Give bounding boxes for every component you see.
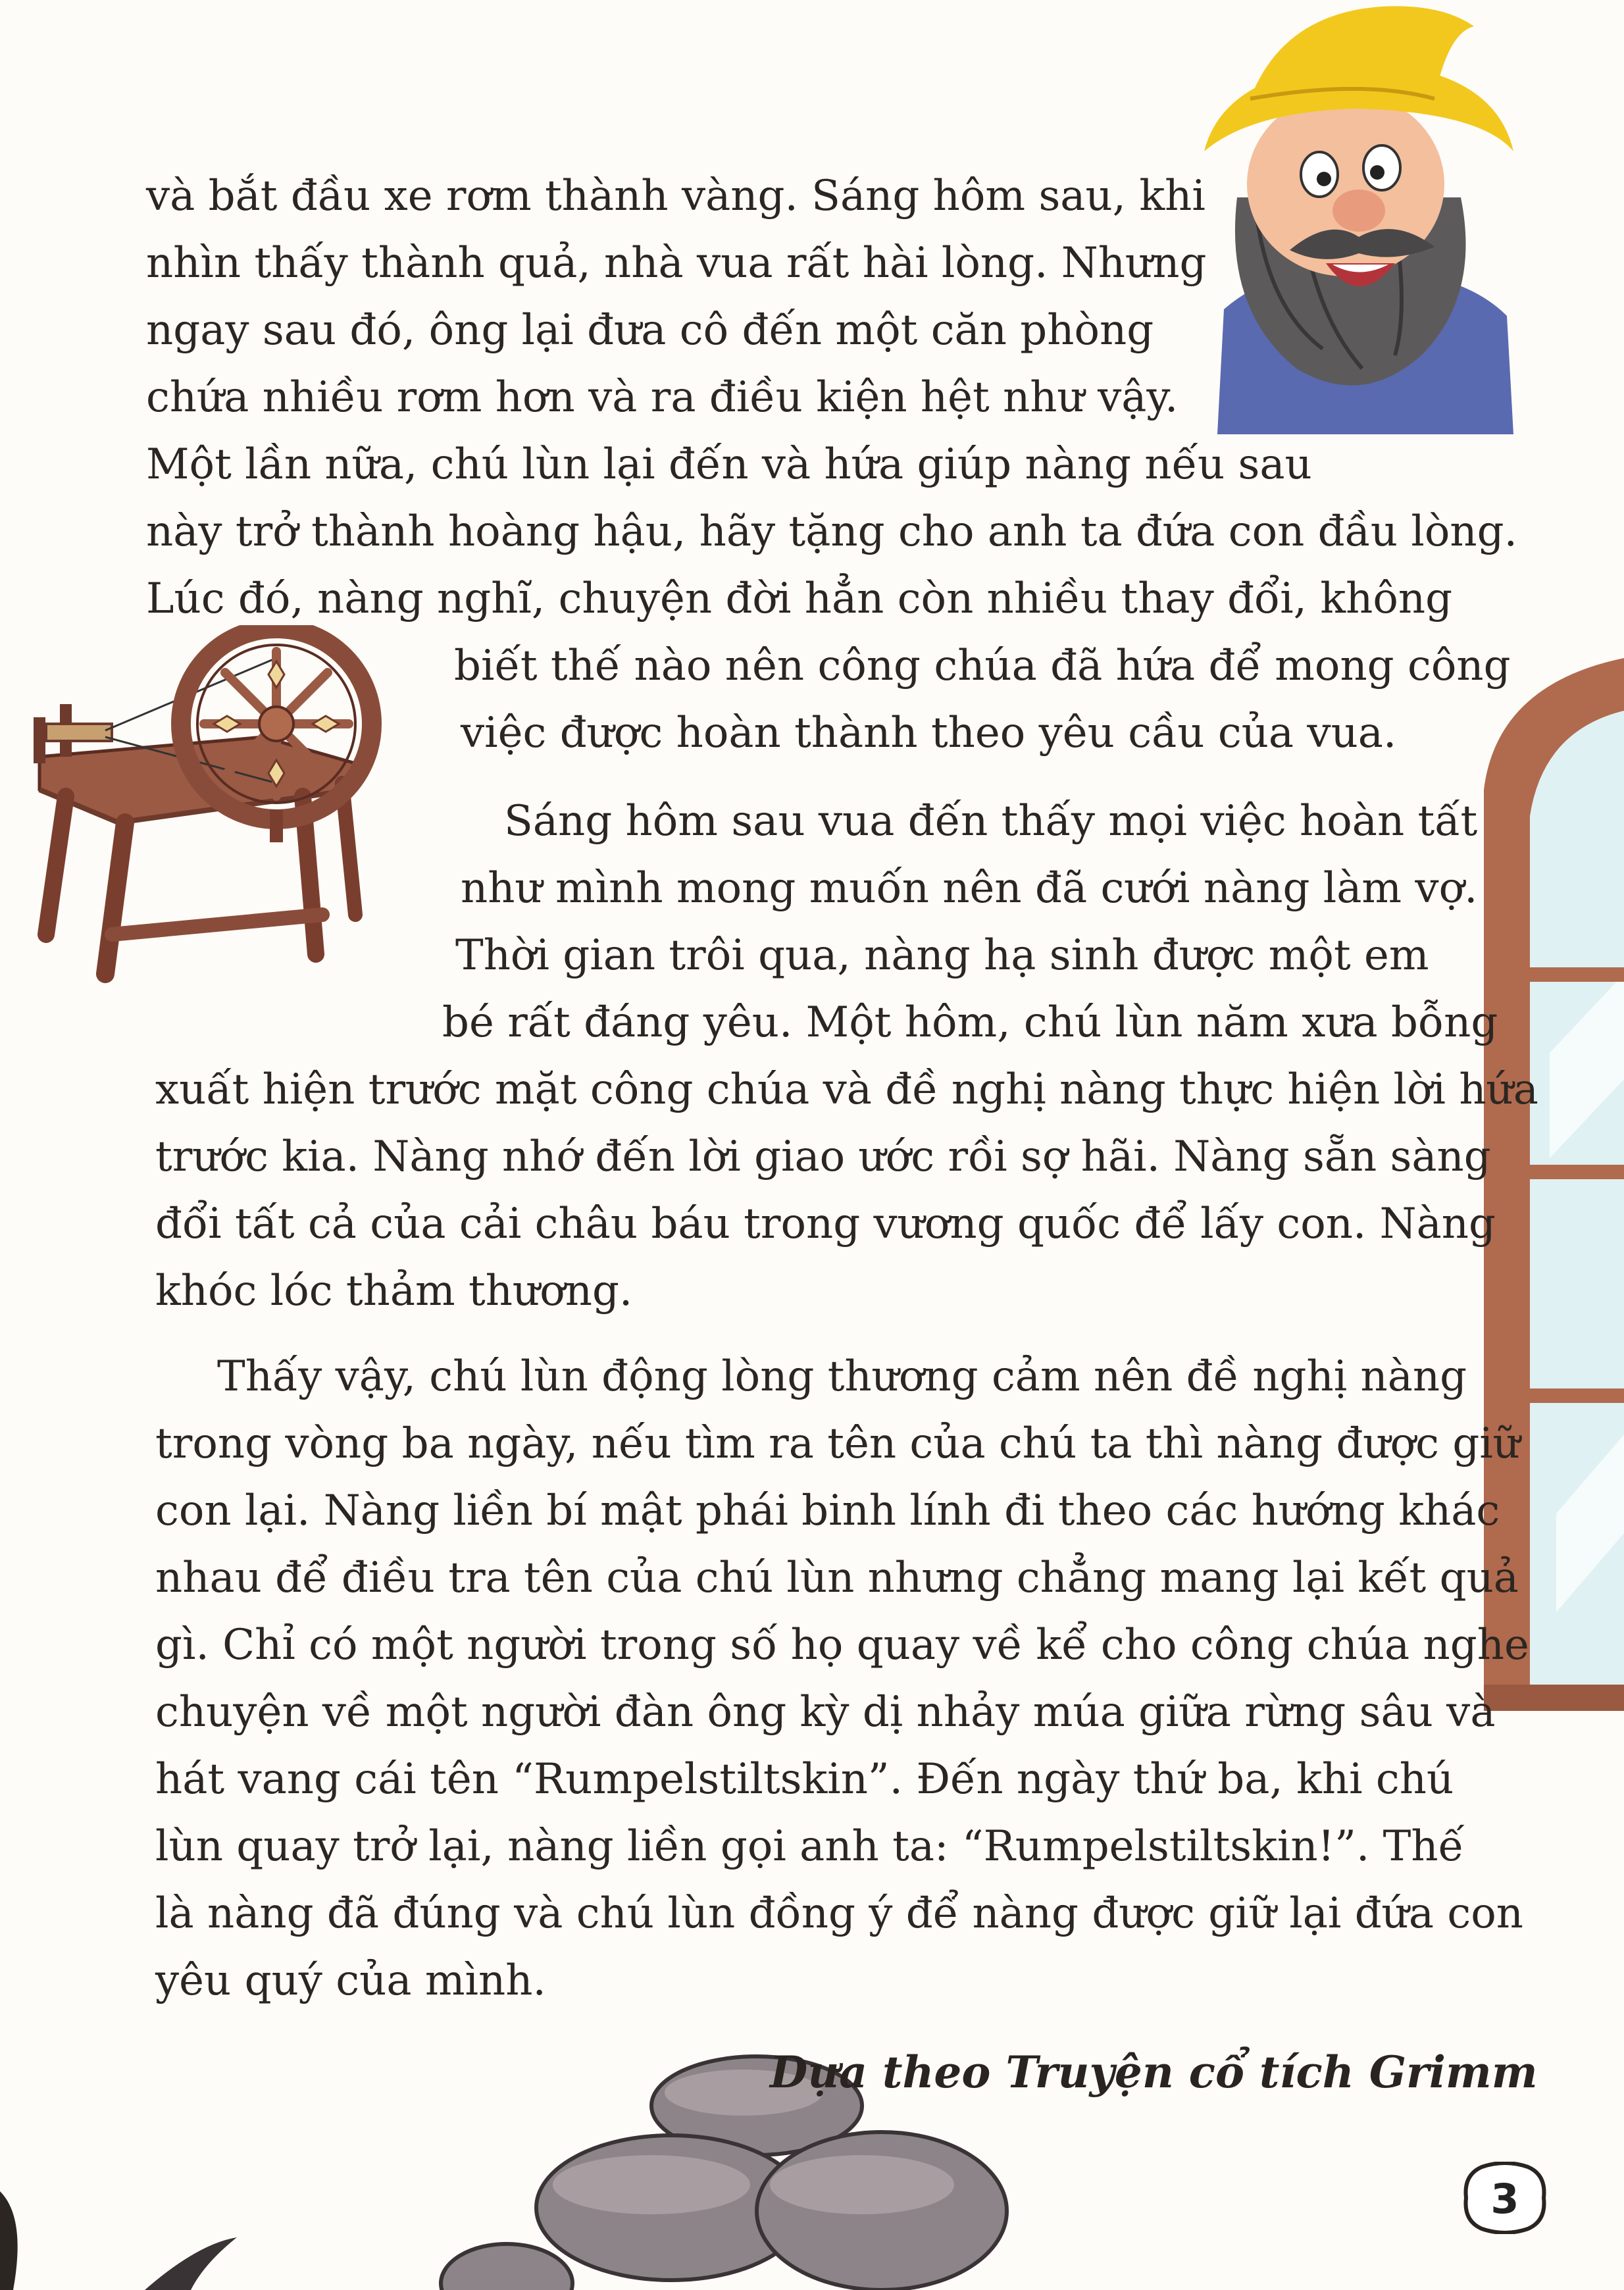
story-line: biết thế nào nên công chúa đã hứa để mong công: [454, 642, 1511, 690]
page-number: 3: [1490, 2175, 1519, 2223]
story-line: trước kia. Nàng nhớ đến lời giao ước rồi sợ hãi. Nàng sẵn sàng: [155, 1132, 1491, 1181]
story-line: yêu quý của mình.: [155, 1956, 546, 2005]
story-line: là nàng đã đúng và chú lùn đồng ý để nàng được giữ lại đứa con: [155, 1889, 1523, 1938]
page-number-badge: [1462, 2162, 1548, 2234]
story-line: hát vang cái tên “Rumpelstiltskin”. Đến ngày thứ ba, khi chú: [155, 1755, 1454, 1804]
story-line: Lúc đó, nàng nghĩ, chuyện đời hẳn còn nhiều thay đổi, không: [146, 574, 1453, 623]
story-line: việc được hoàn thành theo yêu cầu của vua.: [461, 709, 1397, 757]
story-line: Một lần nữa, chú lùn lại đến và hứa giúp nàng nếu sau: [146, 440, 1312, 489]
story-line: Thời gian trôi qua, nàng hạ sinh được một em: [455, 931, 1429, 980]
story-line: trong vòng ba ngày, nếu tìm ra tên của chú ta thì nàng được giữ: [155, 1419, 1520, 1468]
story-line: bé rất đáng yêu. Một hôm, chú lùn năm xưa bỗng: [442, 998, 1498, 1047]
story-line: đổi tất cả của cải châu báu trong vương quốc để lấy con. Nàng: [155, 1200, 1496, 1248]
story-line: này trở thành hoàng hậu, hãy tặng cho anh ta đứa con đầu lòng.: [146, 507, 1517, 556]
story-line: lùn quay trở lại, nàng liền gọi anh ta: “Rumpelstiltskin!”. Thế: [155, 1822, 1464, 1871]
story-line: Thấy vậy, chú lùn động lòng thương cảm nên đề nghị nàng: [217, 1352, 1467, 1401]
story-line: xuất hiện trước mặt công chúa và đề nghị nàng thực hiện lời hứa: [155, 1065, 1538, 1114]
story-line: nhìn thấy thành quả, nhà vua rất hài lòng. Nhưng: [146, 239, 1207, 288]
window-illustration: [1484, 658, 1624, 1711]
story-line: chứa nhiều rơm hơn và ra điều kiện hệt như vậy.: [146, 373, 1179, 422]
story-line: Sáng hôm sau vua đến thấy mọi việc hoàn tất: [504, 797, 1478, 846]
source-credit: Dựa theo Truyện cổ tích Grimm: [770, 2047, 1538, 2098]
story-line: chuyện về một người đàn ông kỳ dị nhảy múa giữa rừng sâu và: [155, 1688, 1496, 1737]
story-line: nhau để điều tra tên của chú lùn nhưng chẳng mang lại kết quả: [155, 1554, 1519, 1602]
story-line: con lại. Nàng liền bí mật phái binh lính đi theo các hướng khác: [155, 1487, 1500, 1535]
story-line: và bắt đầu xe rơm thành vàng. Sáng hôm sau, khi: [146, 172, 1205, 220]
spinning-wheel-illustration: [26, 625, 434, 994]
story-line: gì. Chỉ có một người trong số họ quay về kể cho công chúa nghe: [155, 1621, 1529, 1669]
story-line: ngay sau đó, ông lại đưa cô đến một căn phòng: [146, 306, 1154, 355]
dwarf-illustration: [1198, 0, 1527, 434]
story-line: như mình mong muốn nên đã cưới nàng làm vợ.: [461, 864, 1478, 913]
story-line: khóc lóc thảm thương.: [155, 1267, 633, 1315]
